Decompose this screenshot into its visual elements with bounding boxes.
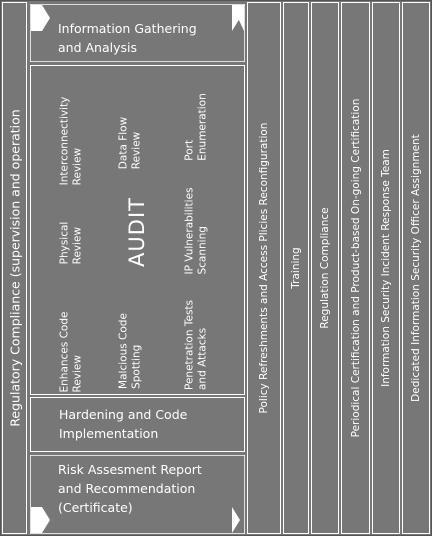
risk-assessment-label: Risk Assesment Report and Recommendation (Certificate): [58, 462, 202, 515]
phase-risk-assessment: [30, 455, 245, 534]
audit-item-enhances-code: Enhances Code Review: [58, 311, 83, 393]
phase-information-gathering: [30, 4, 245, 62]
audit-item-data-flow: Data Flow Review: [117, 116, 142, 170]
column-incident-response: [372, 2, 400, 534]
audit-item-physical-review: Physical Review: [58, 221, 83, 265]
column-regulation-compliance: [311, 2, 339, 534]
column-label: Regulation Compliance: [319, 207, 331, 329]
column-label: Training: [290, 247, 302, 289]
column-label: Dedicated Information Security Officer Assignment: [410, 134, 422, 402]
phase-hardening: [30, 397, 245, 452]
column-label: Policy Refreshments and Access Plicies Reconfiguration: [258, 122, 270, 414]
audit-item-ip-vulnerabilities: IP Vulnerabilities Scanning: [183, 187, 208, 275]
column-label: Information Security Incident Response Team: [380, 149, 392, 387]
column-label: Periodical Certification and Product-based On-going Certification: [349, 98, 362, 438]
audit-label: AUDIT: [125, 197, 149, 267]
column-policy-refreshments: [247, 2, 281, 534]
audit-item-port-enumeration: Port Enumeration: [183, 93, 208, 161]
column-training: [283, 2, 309, 534]
audit-item-malcious-code: Malcious Code Spotting: [117, 313, 142, 389]
column-periodical-certification: [341, 2, 370, 534]
column-security-officer: [402, 2, 430, 534]
information-gathering-label: Information Gathering and Analysis: [58, 21, 197, 55]
regulatory-compliance-bar: [2, 2, 27, 534]
regulatory-compliance-label: Regulatory Compliance (supervision and operation: [7, 109, 22, 427]
hardening-label: Hardening and Code Implementation: [59, 407, 188, 441]
audit-item-interconnectivity: Interconnectivity Review: [58, 96, 83, 186]
audit-item-penetration-tests: Penetration Tests and Attacks: [183, 300, 208, 390]
